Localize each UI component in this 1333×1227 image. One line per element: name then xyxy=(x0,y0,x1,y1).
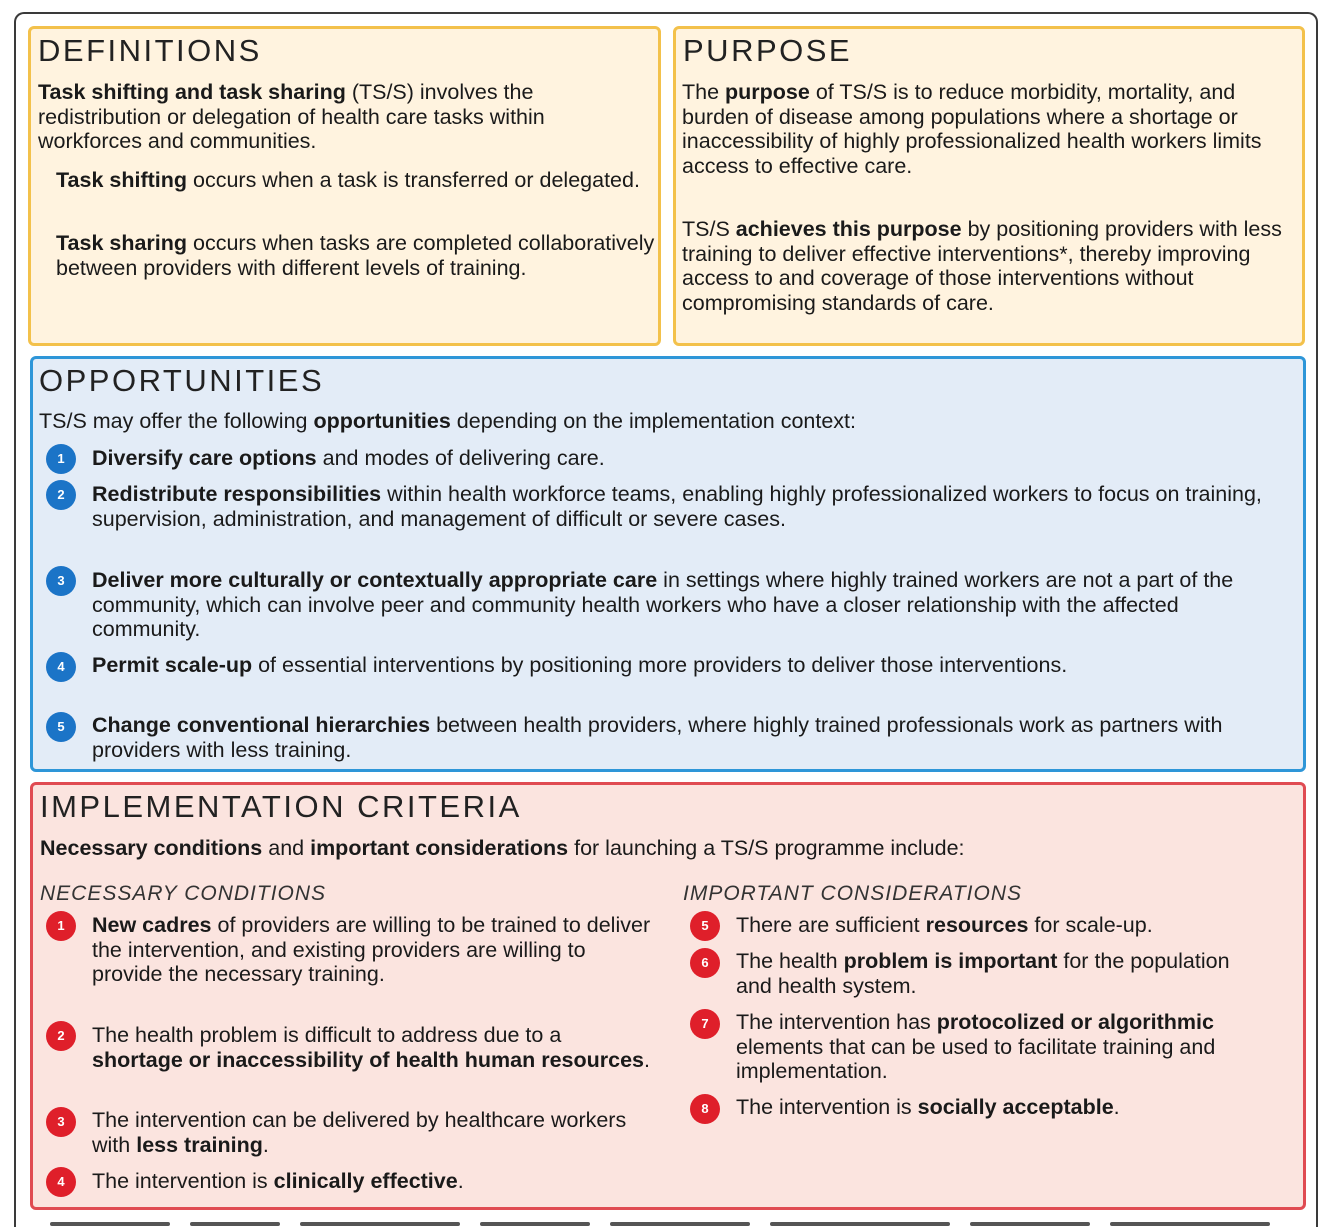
condition-item xyxy=(92,1023,657,1072)
condition-text: . xyxy=(644,1047,650,1072)
opportunity-item xyxy=(92,482,1292,531)
task-sharing-definition xyxy=(56,231,656,280)
opportunity-text: within health workforce teams, enabling highly professionalized workers to focus on training, supervision, administration, and management of difficult or severe cases. xyxy=(92,482,1262,531)
opportunity-text: between health providers, where highly trained professionals work as partners with providers with less training. xyxy=(92,713,1223,762)
task-shifting-text: occurs when a task is transferred or delegated. xyxy=(187,168,640,192)
opportunity-text: of essential interventions by positioning more providers to deliver those interventions. xyxy=(252,653,1068,677)
definitions-paragraph xyxy=(38,80,654,154)
number-badge: 6 xyxy=(690,948,720,978)
purpose-paragraph xyxy=(682,80,1294,179)
consideration-item xyxy=(736,1095,1296,1120)
consideration-item xyxy=(736,949,1266,998)
number-badge: 4 xyxy=(46,1167,76,1197)
consideration-text: for the population and health system. xyxy=(736,949,1230,998)
number-badge: 3 xyxy=(46,566,76,596)
implementation-intro xyxy=(40,836,1290,861)
condition-bold: New cadres xyxy=(92,913,212,937)
consideration-text-a: There are sufficient xyxy=(736,913,926,937)
definitions-term: Task shifting and task sharing xyxy=(38,80,346,104)
task-shifting-term: Task shifting xyxy=(56,168,188,192)
purpose-text: of TS/S is to reduce morbidity, mortality, and burden of disease among populations where a shortage or inaccessibility of highly professionalized health workers limits access to effective care. xyxy=(682,80,1262,179)
opportunity-item xyxy=(92,713,1292,762)
consideration-text-a: The intervention is xyxy=(736,1095,918,1119)
number-badge: 7 xyxy=(690,1009,720,1039)
number-badge: 1 xyxy=(46,911,76,941)
number-badge: 2 xyxy=(46,480,76,510)
opportunity-title: Redistribute responsibilities xyxy=(92,482,382,506)
opportunity-title: Diversify care options xyxy=(92,446,317,470)
condition-item xyxy=(92,1108,657,1157)
number-badge: 4 xyxy=(46,652,76,682)
opportunities-intro-bold: opportunities xyxy=(313,409,451,433)
consideration-text-a: The health xyxy=(736,949,844,973)
consideration-bold: socially acceptable xyxy=(917,1095,1114,1119)
number-badge: 1 xyxy=(46,444,76,474)
consideration-bold: problem is important xyxy=(843,949,1058,973)
consideration-item xyxy=(736,1010,1266,1084)
number-badge: 5 xyxy=(690,911,720,941)
number-badge: 8 xyxy=(690,1094,720,1124)
purpose-achievement-paragraph xyxy=(682,217,1294,316)
condition-text: . xyxy=(262,1132,269,1157)
condition-bold: shortage or inaccessibility of health human resources xyxy=(92,1047,644,1072)
important-considerations-heading: IMPORTANT CONSIDERATIONS xyxy=(683,882,1023,905)
achievement-text: by positioning providers with less training to deliver effective interventions*, thereby improving access to and coverage of those interventions without compromising standards of care. xyxy=(682,217,1282,316)
cropped-footnote xyxy=(40,1219,1290,1227)
opportunities-intro-a: TS/S may offer the following xyxy=(39,409,314,433)
consideration-text: elements that can be used to facilitate training and implementation. xyxy=(736,1034,1216,1084)
achievement-term: achieves this purpose xyxy=(735,217,962,241)
task-sharing-term: Task sharing xyxy=(56,231,188,255)
consideration-text: for scale-up. xyxy=(1028,913,1153,937)
opportunity-title: Deliver more culturally or contextually appropriate care xyxy=(92,568,658,592)
achievement-text-a: TS/S xyxy=(682,217,736,241)
purpose-heading: PURPOSE xyxy=(683,33,853,68)
condition-bold: clinically effective xyxy=(273,1169,458,1193)
condition-item xyxy=(92,913,657,987)
opportunities-intro xyxy=(39,409,1289,434)
condition-text-a: The intervention can be delivered by healthcare workers with xyxy=(92,1108,627,1157)
consideration-text: . xyxy=(1113,1095,1120,1119)
condition-text-a: The intervention is xyxy=(92,1169,274,1193)
definitions-text: (TS/S) involves the redistribution or delegation of health care tasks within workforces and communities. xyxy=(38,80,545,154)
opportunities-intro-rest: depending on the implementation context: xyxy=(450,409,857,433)
purpose-term: purpose xyxy=(725,80,810,104)
opportunity-text: and modes of delivering care. xyxy=(316,446,605,470)
consideration-bold: protocolized or algorithmic xyxy=(936,1010,1214,1034)
opportunity-item xyxy=(92,653,1292,678)
opportunities-heading: OPPORTUNITIES xyxy=(39,363,325,398)
task-shifting-definition xyxy=(56,168,656,193)
consideration-item xyxy=(736,913,1296,938)
intro-bold-1: Necessary conditions xyxy=(40,836,263,860)
condition-text: . xyxy=(457,1169,464,1193)
consideration-text-a: The intervention has xyxy=(736,1010,937,1034)
necessary-conditions-heading: NECESSARY CONDITIONS xyxy=(40,882,327,905)
number-badge: 5 xyxy=(46,712,76,742)
intro-bold-2: important considerations xyxy=(310,836,569,860)
opportunity-title: Permit scale-up xyxy=(92,653,253,677)
number-badge: 3 xyxy=(46,1107,76,1137)
opportunity-text: in settings where highly trained workers are not a part of the community, which can involve peer and community health workers who have a closer relationship with the affected community. xyxy=(92,568,1234,642)
condition-text: of providers are willing to be trained to deliver the intervention, and existing providers are willing to provide the necessary training. xyxy=(92,913,651,987)
opportunity-item xyxy=(92,446,1292,471)
task-sharing-text: occurs when tasks are completed collaboratively between providers with different levels of training. xyxy=(56,231,655,280)
opportunity-title: Change conventional hierarchies xyxy=(92,713,431,737)
purpose-text-a: The xyxy=(682,80,726,104)
number-badge: 2 xyxy=(46,1021,76,1051)
opportunity-item xyxy=(92,568,1292,642)
implementation-heading: IMPLEMENTATION CRITERIA xyxy=(40,789,522,824)
condition-bold: less training xyxy=(136,1132,263,1157)
condition-item xyxy=(92,1169,657,1194)
intro-rest: for launching a TS/S programme include: xyxy=(568,836,965,860)
intro-mid: and xyxy=(262,836,311,860)
consideration-bold: resources xyxy=(925,913,1029,937)
definitions-heading: DEFINITIONS xyxy=(38,33,262,68)
condition-text-a: The health problem is difficult to address due to a xyxy=(92,1023,562,1047)
